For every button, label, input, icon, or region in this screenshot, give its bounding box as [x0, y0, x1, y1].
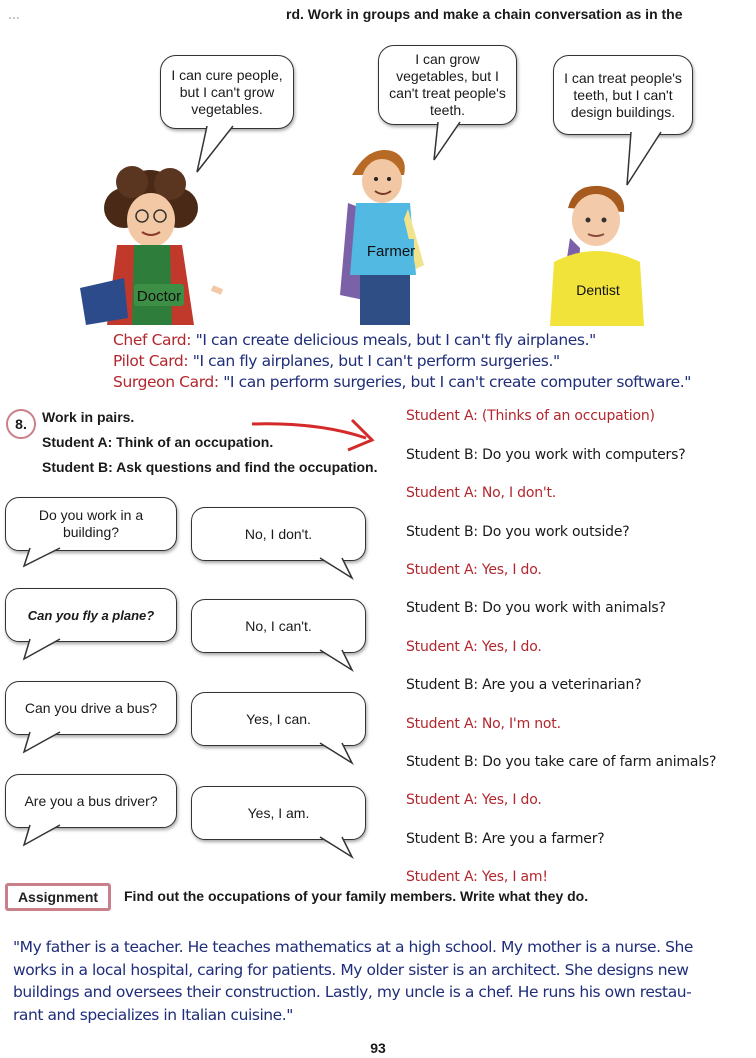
card-text: "I can perform surgeries, but I can't create computer software."	[223, 373, 692, 391]
exercise-title: Work in pairs.	[42, 409, 135, 425]
answer-line: works in a local hospital, caring for patients. My older sister is an architect. She designs new	[13, 960, 689, 979]
doctor-speech-bubble	[160, 55, 294, 129]
question-bubble-4	[5, 774, 177, 828]
dialogue-line-student-a: Student A: No, I'm not.	[406, 716, 561, 732]
answer-line: "My father is a teacher. He teaches mathematics at a high school. My mother is a nurse. She	[13, 938, 693, 956]
answer-bubble-tail	[318, 835, 358, 861]
answer-text: No, I don't.	[244, 525, 313, 542]
exercise-student-b: Student B: Ask questions and find the occupation.	[42, 459, 378, 475]
answer-bubble-4	[191, 786, 366, 840]
dialogue-line-student-b: Student B: Are you a farmer?	[406, 831, 605, 847]
question-bubble-tail	[20, 637, 70, 663]
answer-line: buildings and oversees their construction. Lastly, my uncle is a chef. He runs his own restau-	[13, 983, 692, 1002]
dentist-bubble-text: I can treat people's teeth, but I can't design buildings.	[564, 69, 682, 120]
answer-bubble-tail	[318, 648, 358, 674]
question-text: Can you fly a plane?	[27, 607, 155, 623]
farmer-illustration	[320, 135, 440, 325]
card-name: Chef Card:	[113, 331, 192, 349]
question-bubble-tail	[20, 546, 70, 570]
header-faded-text: …	[8, 8, 21, 22]
card-text: "I can create delicious meals, but I can't fly airplanes."	[195, 331, 596, 349]
assignment-label-box	[5, 883, 111, 911]
answer-line: rant and specializes in Italian cuisine."	[13, 1006, 293, 1025]
dialogue-line-student-b: Student B: Are you a veterinarian?	[406, 677, 642, 693]
card-line-surgeon	[113, 373, 691, 391]
card-name: Pilot Card:	[113, 352, 189, 370]
answer-text: Yes, I am.	[247, 804, 310, 821]
card-text: "I can fly airplanes, but I can't perform surgeries."	[192, 352, 560, 370]
answer-bubble-3	[191, 692, 366, 746]
card-line-chef	[113, 331, 596, 349]
doctor-illustration	[62, 160, 242, 325]
card-name: Surgeon Card:	[113, 373, 219, 391]
dialogue-line-student-b: Student B: Do you work with computers?	[406, 447, 686, 463]
question-bubble-tail	[20, 823, 70, 849]
exercise-number-badge	[6, 409, 36, 439]
assignment-label: Assignment	[17, 889, 99, 905]
question-bubble-tail	[20, 730, 70, 756]
answer-bubble-tail	[318, 556, 358, 582]
answer-bubble-1	[191, 507, 366, 561]
farmer-speech-bubble	[378, 45, 517, 125]
assignment-instruction: Find out the occupations of your family members. Write what they do.	[124, 888, 589, 904]
dialogue-line-student-b: Student B: Do you take care of farm animals?	[406, 754, 717, 770]
page-number: 93	[370, 1040, 386, 1056]
exercise-number: 8.	[15, 416, 27, 432]
dialogue-line-student-a: Student A: (Thinks of an occupation)	[406, 408, 655, 424]
dialogue-line-student-b: Student B: Do you work with animals?	[406, 600, 666, 616]
dialogue-line-student-a: Student A: Yes, I am!	[406, 869, 548, 885]
dentist-illustration	[540, 178, 650, 326]
question-text: Can you drive a bus?	[24, 699, 158, 716]
answer-text: No, I can't.	[245, 617, 312, 634]
doctor-bubble-text: I can cure people, but I can't grow vegetables.	[171, 66, 283, 117]
dialogue-line-student-a: Student A: Yes, I do.	[406, 639, 542, 655]
farmer-bubble-text: I can grow vegetables, but I can't treat people's teeth.	[389, 51, 506, 118]
dentist-speech-bubble	[553, 55, 693, 135]
farmer-label: Farmer	[366, 243, 416, 260]
answer-bubble-tail	[318, 741, 358, 767]
card-line-pilot	[113, 352, 560, 370]
question-text: Do you work in a building?	[38, 507, 144, 540]
dialogue-line-student-a: Student A: Yes, I do.	[406, 562, 542, 578]
exercise-student-a: Student A: Think of an occupation.	[42, 434, 274, 450]
question-bubble-2	[5, 588, 177, 642]
question-bubble-3	[5, 681, 177, 735]
answer-bubble-2	[191, 599, 366, 653]
red-arrow-icon	[248, 414, 378, 454]
dentist-label: Dentist	[576, 282, 620, 298]
header-line	[8, 6, 748, 24]
dialogue-line-student-b: Student B: Do you work outside?	[406, 524, 630, 540]
header-text: rd. Work in groups and make a chain conversation as in the	[286, 6, 683, 22]
doctor-label: Doctor	[136, 288, 182, 305]
dialogue-line-student-a: Student A: No, I don't.	[406, 485, 557, 501]
dialogue-line-student-a: Student A: Yes, I do.	[406, 792, 542, 808]
answer-text: Yes, I can.	[246, 710, 311, 727]
question-bubble-1	[5, 497, 177, 551]
question-text: Are you a bus driver?	[24, 792, 158, 809]
assignment-answer	[13, 936, 748, 1027]
